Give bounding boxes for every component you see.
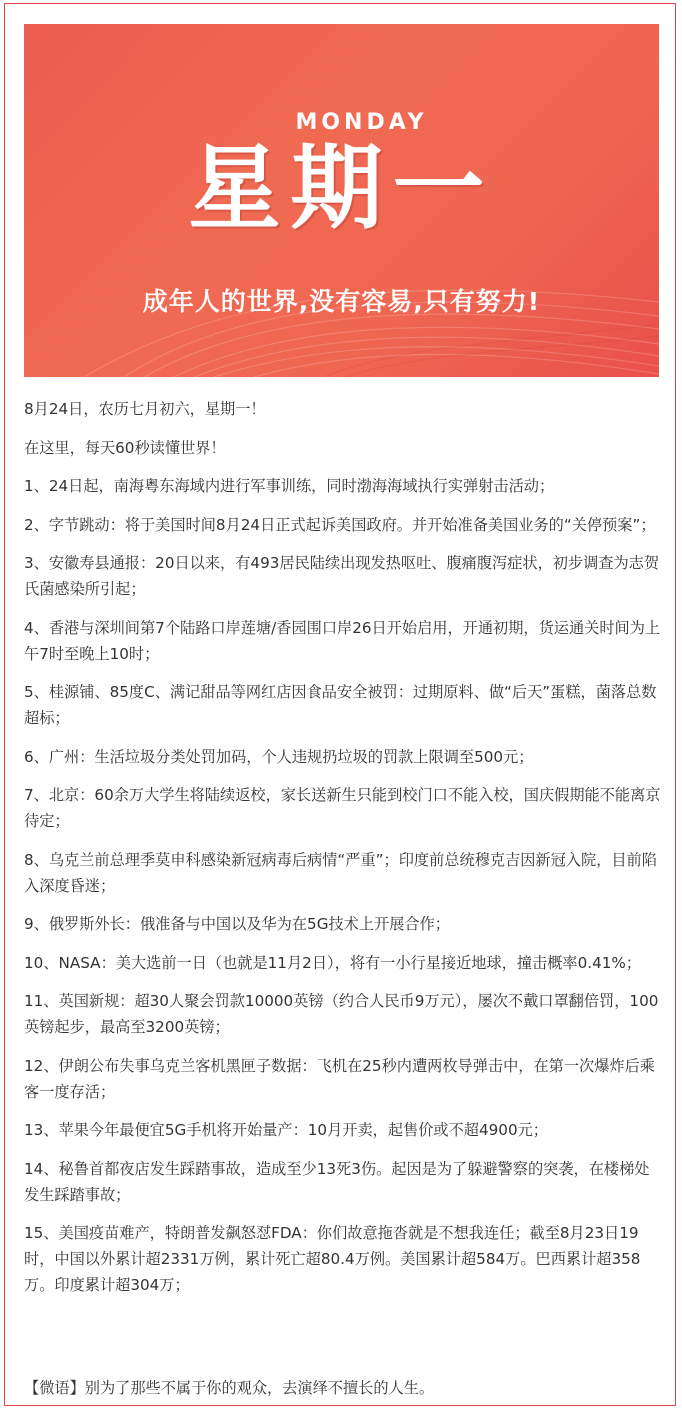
news-item: 7、北京：60余万大学生将陆续返校，家长送新生只能到校门口不能入校，国庆假期能不能离京待定； [24, 786, 661, 830]
news-item: 2、字节跳动：将于美国时间8月24日正式起诉美国政府。并开始准备美国业务的“关停预案”； [24, 515, 656, 534]
tagline: 在这里，每天60秒读懂世界！ [24, 438, 226, 457]
news-item: 9、俄罗斯外长：俄准备与中国以及华为在5G技术上开展合作； [24, 915, 450, 933]
news-item: 4、香港与深圳间第7个陆路口岸莲塘/香园围口岸26日开始启用，开通初期，货运通关时间为上午7时至晚上10时； [24, 618, 661, 663]
banner-weekday-cn: 星期一 [188, 134, 495, 242]
news-item: 13、苹果今年最便宜5G手机将开始量产：10月开卖，起售价或不超4900元； [24, 1121, 548, 1139]
news-item: 5、桂源铺、85度C、满记甜品等网红店因食品安全被罚：过期原料、做“后天”蛋糕，菌落总数超标； [24, 683, 657, 727]
news-item: 15、美国疫苗难产，特朗普发飙怒怼FDA：你们故意拖沓就是不想我连任；截至8月23日19时，中国以外累计超2331万例，累计死亡超80.4万例。美国累计超584万。巴西累计超358万。印度累计超304万； [24, 1224, 641, 1294]
banner-slogan: 成年人的世界,没有容易,只有努力! [142, 287, 541, 316]
header-banner [24, 24, 659, 377]
news-item: 10、NASA：美大选前一日（也就是11月2日），将有一小行星接近地球，撞击概率0.41%； [24, 953, 642, 972]
news-item: 11、英国新规：超30人聚会罚款10000英镑（约合人民币9万元），屡次不戴口罩翻倍罚，100英镑起步，最高至3200英镑； [24, 992, 659, 1036]
news-item: 8、乌克兰前总理季莫申科感染新冠病毒后病情“严重”；印度前总统穆克吉因新冠入院，目前陷入深度昏迷； [24, 850, 657, 895]
daily-quote: 【微语】别为了那些不属于你的观众，去演绎不擅长的人生。 [24, 1379, 435, 1397]
date-line: 8月24日，农历七月初六，星期一！ [24, 400, 266, 418]
news-item: 12、伊朗公布失事乌克兰客机黑匣子数据：飞机在25秒内遭两枚导弹击中，在第一次爆炸后乘客一度存活； [24, 1056, 655, 1101]
news-item: 3、安徽寿县通报：20日以来，有493居民陆续出现发热呕吐、腹痛腹泻症状，初步调查为志贺氏菌感染所引起； [24, 554, 660, 598]
article-body [24, 396, 664, 1311]
news-item: 14、秘鲁首都夜店发生踩踏事故，造成至少13死3伤。起因是为了躲避警察的突袭，在楼梯处发生踩踏事故； [24, 1159, 650, 1204]
news-item: 6、广州：生活垃圾分类处罚加码，个人违规扔垃圾的罚款上限调至500元； [24, 747, 534, 766]
news-item: 1、24日起，南海粤东海域内进行军事训练，同时渤海海域执行实弹射击活动； [24, 477, 555, 495]
banner-weekday-en: MONDAY [295, 110, 428, 135]
